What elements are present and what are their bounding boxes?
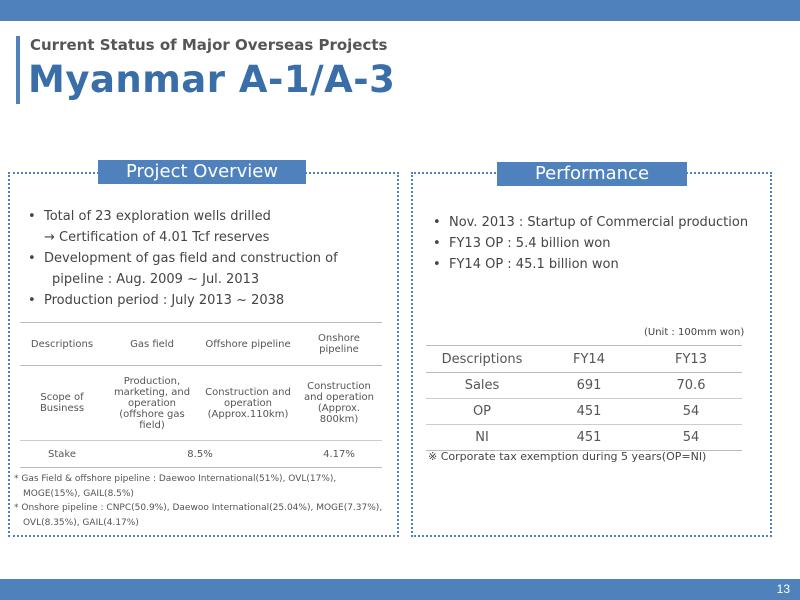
unit-label: (Unit : 100mm won) [644,327,745,338]
list-item [433,254,763,275]
bullet-text: Total of 23 exploration wells drilled [44,209,271,224]
table-cell: 70.6 [640,373,742,399]
table-cell: 691 [538,373,640,399]
bullet-dot: • [28,293,36,308]
table-cell: 8.5% [104,441,296,468]
bullet-text: FY14 OP : 45.1 billion won [449,257,619,272]
top-accent-bar [0,0,800,21]
footnotes [14,472,394,530]
list-item [28,206,388,227]
bullet-text: → Certification of 4.01 Tcf reserves [44,230,270,245]
bullet-text: Development of gas field and construction of [44,251,338,266]
performance-bullet-list [433,212,763,275]
tax-note: ※ Corporate tax exemption during 5 years(OP=NI) [428,450,707,463]
bullet-text: FY13 OP : 5.4 billion won [449,236,611,251]
table-cell: NI [426,425,538,451]
table-header-row [20,323,382,366]
table-cell: Stake [20,441,104,468]
footnote: * Onshore pipeline : CNPC(50.9%), Daewoo International(25.04%), MOGE(7.37%), OVL(8.35%), GAIL(4.17%) [14,503,383,528]
table-cell: OP [426,399,538,425]
footnote: * Gas Field & offshore pipeline : Daewoo International(51%), OVL(17%), MOGE(15%), GAIL(8.5%) [14,474,337,499]
list-item [433,233,763,254]
table-cell: Scope of Business [20,366,104,441]
performance-table [426,345,742,451]
table-cell: 451 [538,399,640,425]
bottom-accent-bar [0,579,800,600]
page-number: 13 [776,582,790,596]
table-cell: Construction and operation (Approx.110km) [200,366,296,441]
overview-bullet-list [28,206,388,311]
table-row [426,425,742,451]
table-cell: Production, marketing, and operation (offshore gas field) [104,366,200,441]
list-item [28,248,388,269]
column-header: Descriptions [20,323,104,366]
bullet-dot: • [28,209,36,224]
table-row [426,373,742,399]
business-scope-table [20,322,382,468]
table-cell: Sales [426,373,538,399]
page-title: Myanmar A-1/A-3 [28,58,396,101]
list-item [433,212,763,233]
table-cell: 451 [538,425,640,451]
list-item [28,227,388,248]
column-header: Offshore pipeline [200,323,296,366]
column-header: Gas field [104,323,200,366]
table-row [426,399,742,425]
table-header-row [426,346,742,373]
table-cell: 54 [640,399,742,425]
bullet-text: Nov. 2013 : Startup of Commercial production [449,215,749,230]
column-header: Descriptions [426,346,538,373]
table-row [20,366,382,441]
bullet-dot: • [433,236,441,251]
table-row [20,441,382,468]
column-header: FY14 [538,346,640,373]
bullet-dot: • [433,215,441,230]
column-header: FY13 [640,346,742,373]
page-subtitle: Current Status of Major Overseas Projects [30,36,388,54]
bullet-text: Production period : July 2013 ~ 2038 [44,293,285,308]
list-item [28,290,388,311]
table-cell: Construction and operation (Approx. 800km) [296,366,382,441]
project-overview-heading: Project Overview [98,160,306,184]
list-item [28,269,388,290]
performance-heading: Performance [497,162,687,186]
bullet-dot: • [28,251,36,266]
column-header: Onshore pipeline [296,323,382,366]
table-cell: 54 [640,425,742,451]
title-accent-bar [16,36,20,104]
bullet-text: pipeline : Aug. 2009 ~ Jul. 2013 [52,272,260,287]
table-cell: 4.17% [296,441,382,468]
bullet-dot: • [433,257,441,272]
